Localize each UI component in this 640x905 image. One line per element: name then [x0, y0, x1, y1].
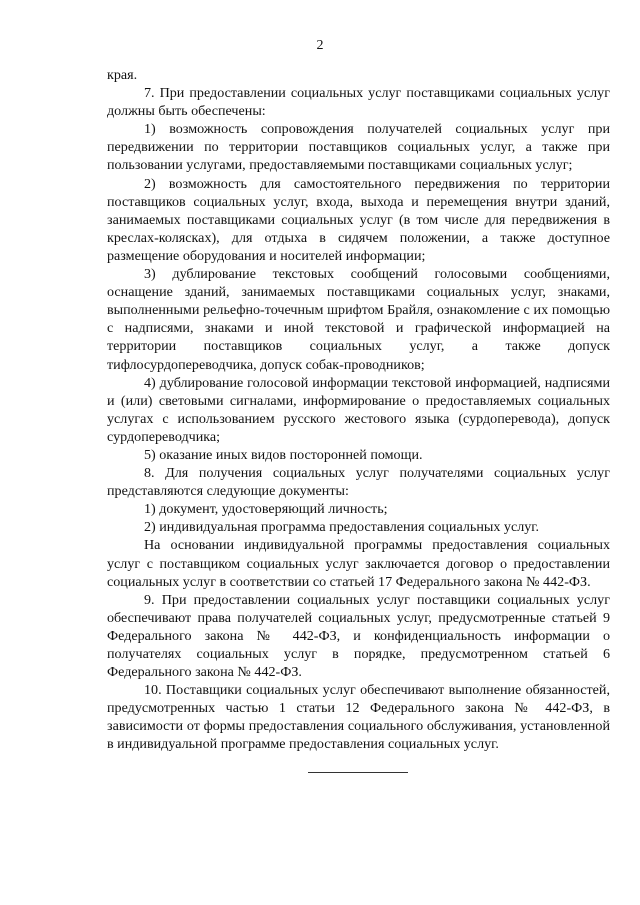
paragraph-7-subitem-5: 5) оказание иных видов посторонней помощи.: [144, 446, 423, 463]
paragraph-7-subitem-2: 2) возможность для самостоятельного передвижения по территории поставщиков социальных услуг, входа, выхода и перемещения внутри зданий, занимаемых поставщиками социальных услуг (в том числе для передвижения в креслах-колясках), для отдыха в сидячем положении, а также доступное размещение оборудования и носителей информации;: [107, 175, 610, 264]
paragraph-8-contract: На основании индивидуальной программы предоставления социальных услуг с поставщиком социальных услуг заключается договор о предоставлении социальных услуг в соответствии со статьей 17 Федерального закона № 442-ФЗ.: [107, 537, 610, 590]
paragraph-item-7: 7. При предоставлении социальных услуг поставщиками социальных услуг должны быть обеспечены:: [107, 85, 610, 120]
document-body: [107, 66, 610, 754]
paragraph-8-subitem-1: 1) документ, удостоверяющий личность;: [144, 501, 388, 518]
paragraph-item-8: 8. Для получения социальных услуг получателями социальных услуг представляются следующие документы:: [107, 465, 610, 500]
paragraph-7-subitem-3: 3) дублирование текстовых сообщений голосовыми сообщениями, оснащение зданий, занимаемых поставщиками социальных услуг, знаками, выполненными рельефно-точечным шрифтом Брайля, ознакомление с их помощью с надписями, знаками и иной текстовой и графической информацией на территории поставщиков социальных услуг, а также допуск тифлосурдопереводчика, допуск собак-проводников;: [107, 266, 610, 373]
paragraph-7-subitem-4: 4) дублирование голосовой информации текстовой информацией, надписями и (или) световыми сигналами, информирование о предоставляемых социальных услугах с использованием русского жестового языка (сурдоперевода), допуск сурдопереводчика;: [107, 374, 610, 445]
paragraph-item-9: 9. При предоставлении социальных услуг поставщики социальных услуг обеспечивают права получателей социальных услуг, предусмотренные статьей 9 Федерального закона № 442-ФЗ, и конфиденциальность информации о получателях социальных услуг в порядке, предусмотренном статьей 6 Федерального закона № 442-ФЗ.: [107, 591, 610, 681]
paragraph-item-10: 10. Поставщики социальных услуг обеспечивают выполнение обязанностей, предусмотренных частью 1 статьи 12 Федерального закона № 442-ФЗ, в зависимости от формы предоставления социального обслуживания, установленной в индивидуальной программе предоставления социальных услуг.: [107, 682, 610, 753]
paragraph-7-subitem-1: 1) возможность сопровождения получателей социальных услуг при передвижении по территории поставщиков социальных услуг, а также при пользовании услугами, предоставляемыми поставщиками социальных услуг;: [107, 121, 610, 174]
page-number: 2: [316, 38, 324, 53]
paragraph-continuation: края.: [107, 67, 138, 83]
paragraph-8-subitem-2: 2) индивидуальная программа предоставления социальных услуг.: [144, 519, 539, 536]
end-separator-line: [308, 772, 408, 773]
